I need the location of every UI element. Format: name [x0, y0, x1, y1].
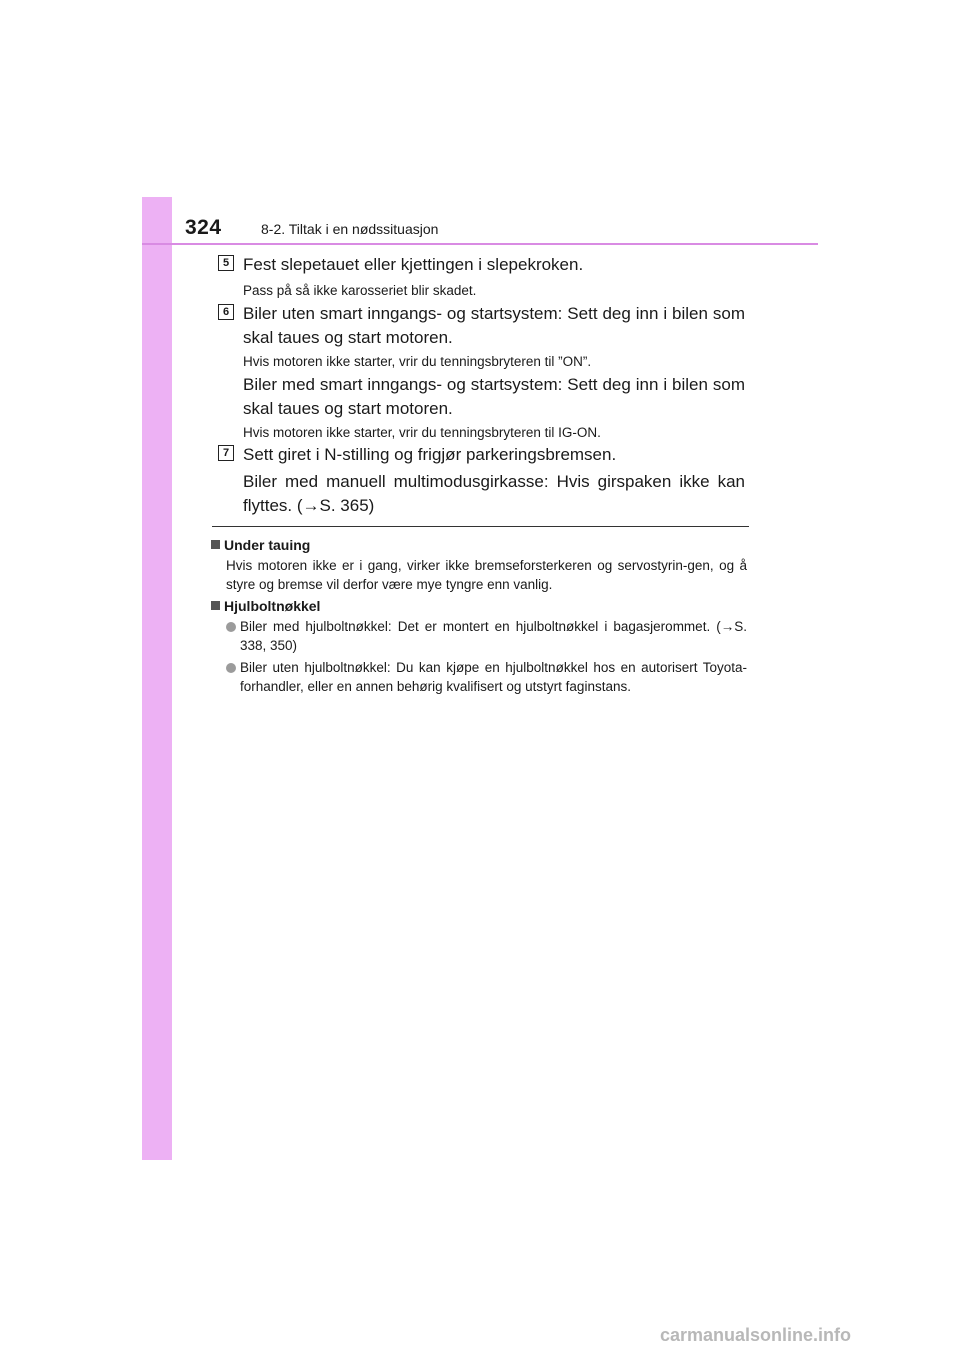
note-heading-wheel-wrench: Hjulboltnøkkel	[211, 598, 320, 614]
note-heading-towing: Under tauing	[211, 537, 310, 553]
step-5-text: Fest slepetauet eller kjettingen i slepekroken.	[243, 255, 584, 274]
page-number: 324	[185, 216, 222, 239]
note-bullet-without-wrench: Biler uten hjulboltnøkkel: Du kan kjøpe en hjulboltnøkkel hos en autorisert Toyota-forhandler, eller en annen behørig kvalifisert og utstyrt faginstans.	[226, 658, 747, 696]
step-number-7: 7	[218, 445, 234, 461]
watermark: carmanualsonline.info	[660, 1325, 852, 1345]
step-6-note: Hvis motoren ikke starter, vrir du tenningsbryteren til ”ON”.	[243, 354, 592, 369]
step-6-note-2: Hvis motoren ikke starter, vrir du tenningsbryteren til IG-ON.	[243, 425, 601, 440]
step-6-text-2: Biler med smart inngangs- og startsystem: Sett deg inn i bilen som skal taues og start motoren.	[243, 375, 745, 418]
header-rule	[142, 243, 818, 245]
note-bullet-with-wrench: Biler med hjulboltnøkkel: Det er montert en hjulboltnøkkel i bagasjerommet. (→S. 338, 350)	[226, 617, 747, 655]
step-number-5: 5	[218, 255, 234, 271]
step-number-6: 6	[218, 304, 234, 320]
chapter-sidebar	[142, 197, 172, 1160]
square-bullet-icon	[211, 601, 220, 610]
bullet-dot-icon	[226, 622, 236, 632]
step-5-note: Pass på så ikke karosseriet blir skadet.	[243, 283, 477, 298]
step-7-text: Sett giret i N-stilling og frigjør parkeringsbremsen.	[243, 445, 617, 464]
step-7-text-2: Biler med manuell multimodusgirkasse: Hvis girspaken ikke kan flyttes. (→S. 365)	[243, 472, 745, 515]
note-text-towing: Hvis motoren ikke er i gang, virker ikke bremseforsterkeren og servostyrin-gen, og å styre og bremse vil derfor være mye tyngre enn vanlig.	[226, 558, 747, 592]
section-title: 8-2. Tiltak i en nødssituasjon	[261, 221, 439, 237]
step-6-text: Biler uten smart inngangs- og startsystem: Sett deg inn i bilen som skal taues og start motoren.	[243, 304, 745, 347]
bullet-dot-icon	[226, 663, 236, 673]
square-bullet-icon	[211, 540, 220, 549]
notes-divider	[212, 526, 749, 527]
